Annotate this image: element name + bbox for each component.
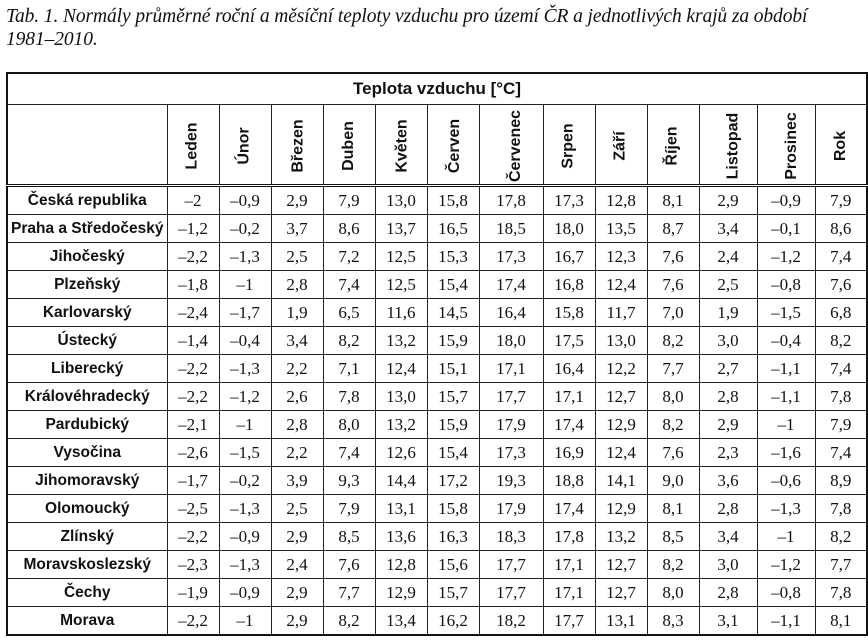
value-cell: 13,7 (375, 215, 427, 243)
value-cell: 2,6 (271, 383, 323, 411)
value-cell: 12,9 (595, 495, 647, 523)
value-cell: 12,8 (595, 186, 647, 215)
value-cell: 7,8 (815, 383, 867, 411)
value-cell: 17,9 (479, 495, 543, 523)
value-cell: 16,2 (427, 607, 479, 636)
value-cell: 7,7 (323, 579, 375, 607)
value-cell: –0,9 (219, 186, 271, 215)
value-cell: 17,2 (427, 467, 479, 495)
value-cell: 12,8 (375, 551, 427, 579)
value-cell: 17,8 (543, 523, 595, 551)
value-cell: –2,2 (167, 523, 219, 551)
value-cell: 15,8 (543, 299, 595, 327)
value-cell: –0,9 (219, 523, 271, 551)
table-row (7, 186, 867, 215)
value-cell: –1,1 (757, 355, 815, 383)
value-cell: 13,0 (595, 327, 647, 355)
value-cell: 17,8 (479, 186, 543, 215)
value-cell: 13,2 (375, 327, 427, 355)
value-cell: 18,5 (479, 215, 543, 243)
table-row (7, 383, 867, 411)
region-name: Praha a Středočeský (7, 215, 167, 243)
table-row (7, 327, 867, 355)
value-cell: –0,4 (219, 327, 271, 355)
value-cell: 15,4 (427, 271, 479, 299)
value-cell: 8,2 (323, 327, 375, 355)
value-cell: 11,7 (595, 299, 647, 327)
value-cell: –1,7 (167, 467, 219, 495)
value-cell: 18,2 (479, 607, 543, 636)
value-cell: 18,8 (543, 467, 595, 495)
table-caption: Tab. 1. Normály průměrné roční a měsíční teploty vzduchu pro území ČR a jednotlivých krajů za období 1981–2010. (6, 6, 808, 50)
value-cell: 8,2 (323, 607, 375, 636)
value-cell: 8,0 (647, 579, 699, 607)
value-cell: 13,2 (595, 523, 647, 551)
column-header-label: Srpen (560, 122, 577, 169)
table-row (7, 215, 867, 243)
value-cell: –1,5 (219, 439, 271, 467)
value-cell: 1,9 (271, 299, 323, 327)
value-cell: 3,0 (699, 327, 757, 355)
column-header-label: Červenec (506, 109, 524, 182)
column-header (699, 105, 757, 186)
column-header (757, 105, 815, 186)
value-cell: 17,5 (543, 327, 595, 355)
table-row (7, 355, 867, 383)
value-cell: 8,2 (647, 411, 699, 439)
value-cell: 16,4 (543, 355, 595, 383)
value-cell: –2,1 (167, 411, 219, 439)
value-cell: 12,9 (595, 411, 647, 439)
column-header (595, 105, 647, 186)
value-cell: 12,3 (595, 243, 647, 271)
value-cell: 2,9 (699, 186, 757, 215)
value-cell: 13,0 (375, 186, 427, 215)
value-cell: 2,8 (271, 411, 323, 439)
value-cell: 7,0 (647, 299, 699, 327)
column-header (647, 105, 699, 186)
region-name: Morava (7, 607, 167, 636)
value-cell: 7,8 (815, 579, 867, 607)
value-cell: –0,9 (757, 186, 815, 215)
value-cell: 8,0 (323, 411, 375, 439)
value-cell: 12,7 (595, 551, 647, 579)
value-cell: 8,6 (323, 215, 375, 243)
value-cell: –1,2 (757, 551, 815, 579)
value-cell: 8,2 (815, 523, 867, 551)
value-cell: 16,4 (479, 299, 543, 327)
column-header-label: Prosinec (782, 111, 800, 180)
value-cell: –1,3 (219, 551, 271, 579)
region-name: Čechy (7, 579, 167, 607)
column-header-label: Březen (289, 118, 307, 173)
column-header-label: Září (612, 130, 629, 161)
column-header-label: Říjen (664, 125, 681, 166)
value-cell: 16,5 (427, 215, 479, 243)
value-cell: –2 (167, 186, 219, 215)
group-header: Teplota vzduchu [°C] (7, 73, 867, 105)
value-cell: 15,1 (427, 355, 479, 383)
value-cell: 17,1 (543, 551, 595, 579)
value-cell: 12,6 (375, 439, 427, 467)
value-cell: –2,2 (167, 243, 219, 271)
column-header (167, 105, 219, 186)
value-cell: 7,9 (323, 186, 375, 215)
value-cell: –0,9 (219, 579, 271, 607)
value-cell: 17,7 (479, 383, 543, 411)
value-cell: 7,4 (815, 243, 867, 271)
value-cell: 7,4 (815, 439, 867, 467)
table-row (7, 243, 867, 271)
value-cell: –1,4 (167, 327, 219, 355)
column-header-label: Duben (340, 120, 357, 171)
value-cell: –1,9 (167, 579, 219, 607)
value-cell: 8,2 (815, 327, 867, 355)
value-cell: 17,7 (479, 551, 543, 579)
value-cell: 8,2 (647, 327, 699, 355)
value-cell: –2,4 (167, 299, 219, 327)
value-cell: 17,3 (543, 186, 595, 215)
value-cell: –1,3 (219, 355, 271, 383)
value-cell: –1 (219, 607, 271, 636)
region-name: Jihomoravský (7, 467, 167, 495)
column-header-label: Rok (831, 130, 849, 161)
value-cell: 15,4 (427, 439, 479, 467)
region-name: Ústecký (7, 327, 167, 355)
value-cell: 19,3 (479, 467, 543, 495)
column-header (219, 105, 271, 186)
table-row (7, 551, 867, 579)
value-cell: 2,2 (271, 355, 323, 383)
value-cell: 8,0 (647, 383, 699, 411)
value-cell: 12,7 (595, 579, 647, 607)
table-row (7, 439, 867, 467)
value-cell: 7,9 (323, 495, 375, 523)
value-cell: 7,8 (815, 495, 867, 523)
value-cell: –1 (219, 411, 271, 439)
value-cell: –2,2 (167, 383, 219, 411)
value-cell: 2,9 (271, 186, 323, 215)
value-cell: 15,9 (427, 411, 479, 439)
value-cell: 3,4 (699, 523, 757, 551)
value-cell: 12,5 (375, 243, 427, 271)
column-header (479, 105, 543, 186)
value-cell: 12,5 (375, 271, 427, 299)
value-cell: 13,5 (595, 215, 647, 243)
value-cell: –1 (757, 411, 815, 439)
table-row (7, 607, 867, 636)
column-header-label: Listopad (723, 112, 741, 179)
value-cell: 7,6 (323, 551, 375, 579)
column-header-row (7, 105, 867, 186)
value-cell: –0,1 (757, 215, 815, 243)
value-cell: 7,4 (323, 439, 375, 467)
value-cell: 13,1 (375, 495, 427, 523)
value-cell: 2,9 (271, 579, 323, 607)
value-cell: 15,3 (427, 243, 479, 271)
column-header (427, 105, 479, 186)
value-cell: 7,9 (815, 411, 867, 439)
value-cell: 3,1 (699, 607, 757, 636)
value-cell: –2,3 (167, 551, 219, 579)
region-name: Česká republika (7, 186, 167, 215)
value-cell: 7,6 (647, 243, 699, 271)
value-cell: 2,4 (699, 243, 757, 271)
value-cell: –2,2 (167, 355, 219, 383)
value-cell: 8,9 (815, 467, 867, 495)
value-cell: 2,9 (271, 607, 323, 636)
value-cell: 15,7 (427, 383, 479, 411)
value-cell: 2,9 (271, 523, 323, 551)
value-cell: 2,5 (271, 243, 323, 271)
value-cell: 12,9 (375, 579, 427, 607)
value-cell: 7,4 (323, 271, 375, 299)
value-cell: 8,1 (647, 495, 699, 523)
value-cell: 3,9 (271, 467, 323, 495)
column-header (323, 105, 375, 186)
value-cell: 17,1 (543, 383, 595, 411)
table-row (7, 579, 867, 607)
value-cell: 17,4 (479, 271, 543, 299)
value-cell: –1,1 (757, 607, 815, 636)
value-cell: –1,5 (757, 299, 815, 327)
value-cell: 2,7 (699, 355, 757, 383)
value-cell: 14,4 (375, 467, 427, 495)
value-cell: 2,8 (699, 495, 757, 523)
value-cell: 2,2 (271, 439, 323, 467)
region-name: Zlínský (7, 523, 167, 551)
value-cell: 12,4 (595, 439, 647, 467)
value-cell: 8,5 (323, 523, 375, 551)
value-cell: –1,2 (757, 243, 815, 271)
temperature-table (6, 72, 868, 636)
table-row (7, 411, 867, 439)
value-cell: 17,3 (479, 243, 543, 271)
region-name: Liberecký (7, 355, 167, 383)
value-cell: 2,5 (271, 495, 323, 523)
value-cell: –1 (757, 523, 815, 551)
value-cell: 7,7 (815, 551, 867, 579)
value-cell: 7,4 (815, 355, 867, 383)
column-header-label: Červen (445, 118, 463, 173)
corner-cell (7, 105, 167, 186)
value-cell: 18,0 (479, 327, 543, 355)
value-cell: 2,9 (699, 411, 757, 439)
column-header-label: Květen (393, 118, 411, 173)
value-cell: 3,6 (699, 467, 757, 495)
value-cell: 8,1 (815, 607, 867, 636)
value-cell: 7,1 (323, 355, 375, 383)
value-cell: –1,2 (219, 383, 271, 411)
value-cell: 16,3 (427, 523, 479, 551)
table-row (7, 495, 867, 523)
value-cell: 17,1 (479, 355, 543, 383)
column-header (543, 105, 595, 186)
value-cell: 16,9 (543, 439, 595, 467)
value-cell: –0,6 (757, 467, 815, 495)
value-cell: –1,2 (167, 215, 219, 243)
value-cell: 12,4 (595, 271, 647, 299)
value-cell: –1,3 (757, 495, 815, 523)
value-cell: 7,9 (815, 186, 867, 215)
value-cell: 2,8 (271, 271, 323, 299)
value-cell: 16,8 (543, 271, 595, 299)
region-name: Moravskoslezský (7, 551, 167, 579)
value-cell: –1,6 (757, 439, 815, 467)
value-cell: –1 (219, 271, 271, 299)
region-name: Pardubický (7, 411, 167, 439)
value-cell: 1,9 (699, 299, 757, 327)
table-row (7, 467, 867, 495)
value-cell: –2,5 (167, 495, 219, 523)
table-row (7, 271, 867, 299)
value-cell: 2,8 (699, 579, 757, 607)
value-cell: 6,5 (323, 299, 375, 327)
value-cell: 18,3 (479, 523, 543, 551)
value-cell: 7,6 (647, 439, 699, 467)
value-cell: 8,2 (647, 551, 699, 579)
value-cell: 13,2 (375, 411, 427, 439)
value-cell: 16,7 (543, 243, 595, 271)
value-cell: 12,7 (595, 383, 647, 411)
value-cell: 9,3 (323, 467, 375, 495)
value-cell: 13,1 (595, 607, 647, 636)
column-header (375, 105, 427, 186)
value-cell: 3,4 (271, 327, 323, 355)
column-header-label: Únor (235, 126, 253, 165)
value-cell: 17,3 (479, 439, 543, 467)
value-cell: 15,7 (427, 579, 479, 607)
region-name: Královéhradecký (7, 383, 167, 411)
value-cell: 8,3 (647, 607, 699, 636)
value-cell: –1,3 (219, 495, 271, 523)
column-header-label: Leden (184, 121, 201, 170)
value-cell: 17,4 (543, 411, 595, 439)
value-cell: 7,7 (647, 355, 699, 383)
value-cell: 2,4 (271, 551, 323, 579)
value-cell: –0,2 (219, 467, 271, 495)
value-cell: 8,7 (647, 215, 699, 243)
value-cell: 12,2 (595, 355, 647, 383)
region-name: Vysočina (7, 439, 167, 467)
value-cell: 14,5 (427, 299, 479, 327)
value-cell: 2,5 (699, 271, 757, 299)
column-header (271, 105, 323, 186)
value-cell: 2,3 (699, 439, 757, 467)
column-header (815, 105, 867, 186)
value-cell: 17,7 (479, 579, 543, 607)
value-cell: –1,7 (219, 299, 271, 327)
value-cell: –0,8 (757, 271, 815, 299)
value-cell: 17,4 (543, 495, 595, 523)
value-cell: 13,0 (375, 383, 427, 411)
value-cell: –2,6 (167, 439, 219, 467)
value-cell: 3,7 (271, 215, 323, 243)
value-cell: –0,2 (219, 215, 271, 243)
value-cell: 12,4 (375, 355, 427, 383)
value-cell: 7,6 (647, 271, 699, 299)
value-cell: 15,8 (427, 495, 479, 523)
value-cell: 15,9 (427, 327, 479, 355)
value-cell: 18,0 (543, 215, 595, 243)
value-cell: 7,8 (323, 383, 375, 411)
value-cell: 3,4 (699, 215, 757, 243)
value-cell: 8,5 (647, 523, 699, 551)
value-cell: 7,6 (815, 271, 867, 299)
table-row (7, 523, 867, 551)
value-cell: 11,6 (375, 299, 427, 327)
region-name: Olomoucký (7, 495, 167, 523)
value-cell: 9,0 (647, 467, 699, 495)
table-body (7, 186, 867, 636)
value-cell: 17,7 (543, 607, 595, 636)
value-cell: 8,6 (815, 215, 867, 243)
region-name: Jihočeský (7, 243, 167, 271)
value-cell: –0,4 (757, 327, 815, 355)
value-cell: 15,6 (427, 551, 479, 579)
value-cell: 7,2 (323, 243, 375, 271)
value-cell: 8,1 (647, 186, 699, 215)
value-cell: 15,8 (427, 186, 479, 215)
value-cell: –2,2 (167, 607, 219, 636)
value-cell: 2,8 (699, 383, 757, 411)
value-cell: 14,1 (595, 467, 647, 495)
value-cell: –0,8 (757, 579, 815, 607)
value-cell: 6,8 (815, 299, 867, 327)
value-cell: –1,1 (757, 383, 815, 411)
table-row (7, 299, 867, 327)
region-name: Karlovarský (7, 299, 167, 327)
value-cell: 13,6 (375, 523, 427, 551)
value-cell: 17,1 (543, 579, 595, 607)
value-cell: –1,8 (167, 271, 219, 299)
value-cell: –1,3 (219, 243, 271, 271)
value-cell: 17,9 (479, 411, 543, 439)
region-name: Plzeňský (7, 271, 167, 299)
value-cell: 3,0 (699, 551, 757, 579)
value-cell: 13,4 (375, 607, 427, 636)
